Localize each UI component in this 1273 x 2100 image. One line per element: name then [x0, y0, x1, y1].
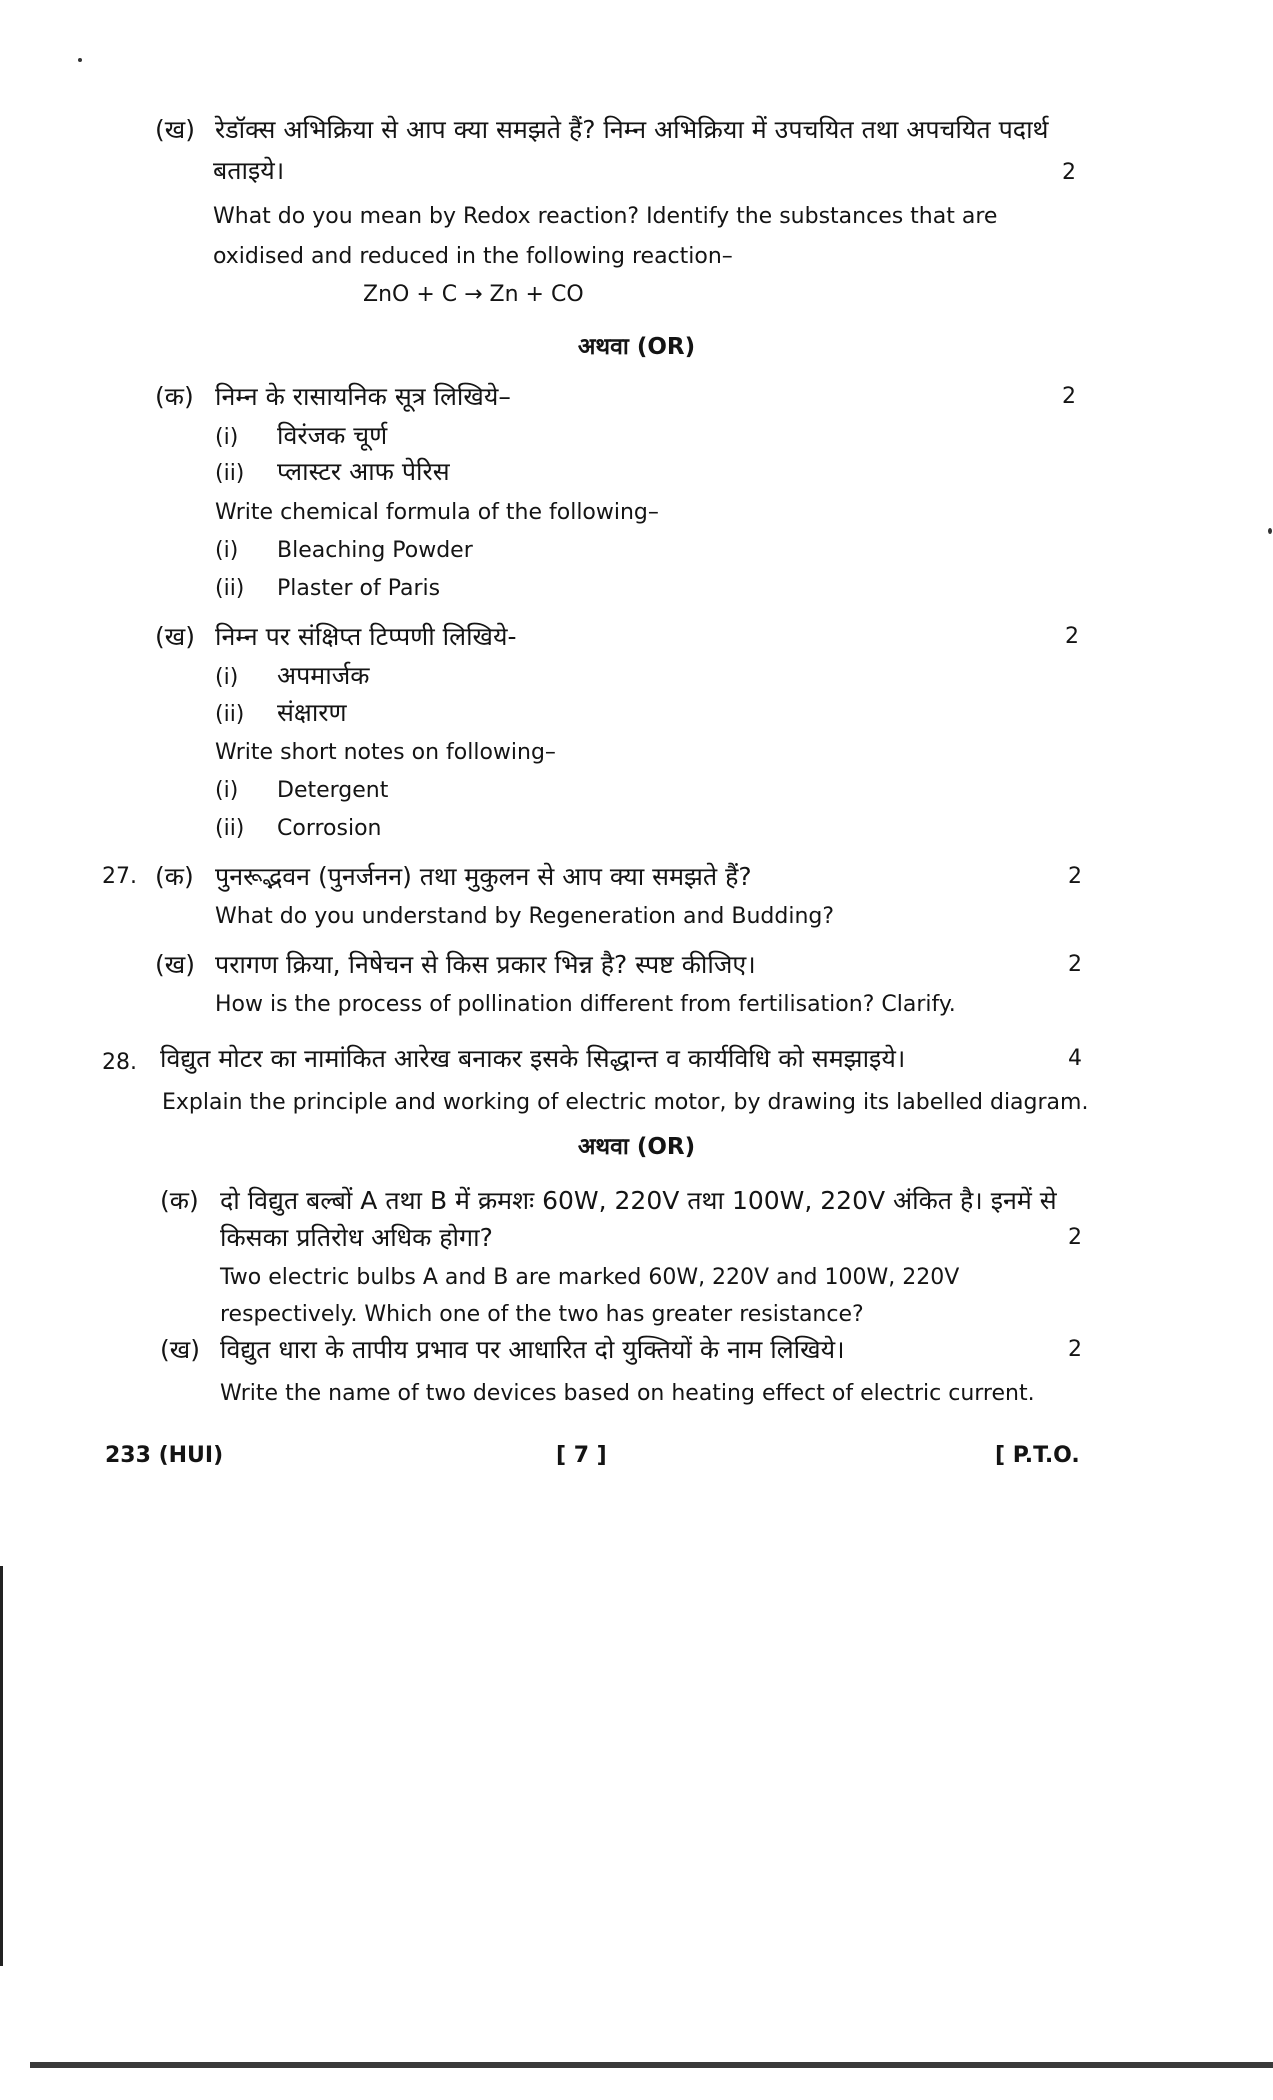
question-text-english-cont: oxidised and reduced in the following reaction–	[213, 244, 733, 269]
question-number: 28.	[102, 1050, 137, 1075]
sub-label: (ii)	[215, 702, 245, 727]
item-label: (क)	[155, 382, 194, 411]
question-number: 27.	[102, 864, 137, 889]
question-text-english: How is the process of pollination different from fertilisation? Clarify.	[215, 992, 956, 1017]
question-text-hindi: विद्युत धारा के तापीय प्रभाव पर आधारित दो युक्तियों के नाम लिखिये।	[220, 1335, 845, 1364]
sub-label: (ii)	[215, 461, 245, 486]
sub-item-english: Plaster of Paris	[277, 576, 441, 601]
question-text-hindi: रेडॉक्स अभिक्रिया से आप क्या समझते हैं? निम्न अभिक्रिया में उपचयित तथा अपचयित पदार्थ	[215, 115, 1049, 144]
question-text-english: Write short notes on following–	[215, 740, 556, 765]
question-text-english: Two electric bulbs A and B are marked 60W, 220V and 100W, 220V	[220, 1265, 960, 1290]
question-text-english: Write chemical formula of the following–	[215, 500, 659, 525]
sub-label: (ii)	[215, 816, 245, 841]
sub-item-english: Corrosion	[277, 816, 382, 841]
question-text-hindi: पुनरूद्भवन (पुनर्जनन) तथा मुकुलन से आप क्या समझते हैं?	[215, 862, 752, 891]
marks: 2	[1068, 952, 1082, 977]
question-text-hindi: दो विद्युत बल्बों A तथा B में क्रमशः 60W, 220V तथा 100W, 220V अंकित है। इनमें से	[220, 1186, 1057, 1215]
item-label: (क)	[160, 1186, 199, 1215]
sub-label: (i)	[215, 665, 239, 690]
scan-edge-line	[0, 1566, 3, 1966]
sub-label: (ii)	[215, 576, 245, 601]
question-text-hindi-cont: किसका प्रतिरोध अधिक होगा?	[220, 1223, 493, 1252]
question-text-hindi-cont: बताइये।	[213, 156, 285, 185]
marks: 2	[1068, 1225, 1082, 1250]
marks: 2	[1065, 624, 1079, 649]
question-text-english: Write the name of two devices based on heating effect of electric current.	[220, 1381, 1035, 1406]
item-label: (ख)	[160, 1335, 200, 1364]
scan-speck	[78, 58, 82, 62]
sub-item-english: Bleaching Powder	[277, 538, 473, 563]
sub-item-hindi: विरंजक चूर्ण	[277, 421, 388, 450]
question-text-english: Explain the principle and working of electric motor, by drawing its labelled diagram.	[162, 1090, 1089, 1115]
item-label: (ख)	[155, 622, 195, 651]
page-number: [ 7 ]	[556, 1443, 607, 1468]
question-text-english: What do you mean by Redox reaction? Identify the substances that are	[213, 204, 998, 229]
marks: 2	[1062, 160, 1076, 185]
marks: 2	[1062, 384, 1076, 409]
question-text-hindi: निम्न के रासायनिक सूत्र लिखिये–	[215, 382, 511, 411]
sub-item-english: Detergent	[277, 778, 389, 803]
question-text-hindi: विद्युत मोटर का नामांकित आरेख बनाकर इसके सिद्धान्त व कार्यविधि को समझाइये।	[160, 1044, 906, 1073]
item-label: (क)	[155, 862, 194, 891]
or-heading: अथवा (OR)	[577, 334, 696, 360]
sub-label: (i)	[215, 778, 239, 803]
question-text-hindi: परागण क्रिया, निषेचन से किस प्रकार भिन्न है? स्पष्ट कीजिए।	[215, 950, 756, 979]
sub-item-hindi: संक्षारण	[277, 698, 347, 727]
pto-label: [ P.T.O.	[995, 1443, 1080, 1468]
question-text-english: What do you understand by Regeneration and Budding?	[215, 904, 835, 929]
sub-item-hindi: अपमार्जक	[277, 661, 370, 690]
item-label: (ख)	[155, 115, 195, 144]
marks: 2	[1068, 864, 1082, 889]
item-label: (ख)	[155, 950, 195, 979]
sub-label: (i)	[215, 425, 239, 450]
marks: 4	[1068, 1046, 1082, 1071]
paper-code: 233 (HUI)	[105, 1443, 224, 1468]
marks: 2	[1068, 1337, 1082, 1362]
or-heading: अथवा (OR)	[577, 1134, 696, 1160]
scan-speck	[1268, 528, 1272, 534]
question-text-english-cont: respectively. Which one of the two has greater resistance?	[220, 1302, 864, 1327]
question-text-hindi: निम्न पर संक्षिप्त टिप्पणी लिखिये-	[215, 622, 517, 651]
sub-label: (i)	[215, 538, 239, 563]
sub-item-hindi: प्लास्टर आफ पेरिस	[277, 457, 450, 486]
chemical-equation: ZnO + C → Zn + CO	[363, 282, 584, 307]
scan-edge-bottom	[30, 2062, 1273, 2068]
